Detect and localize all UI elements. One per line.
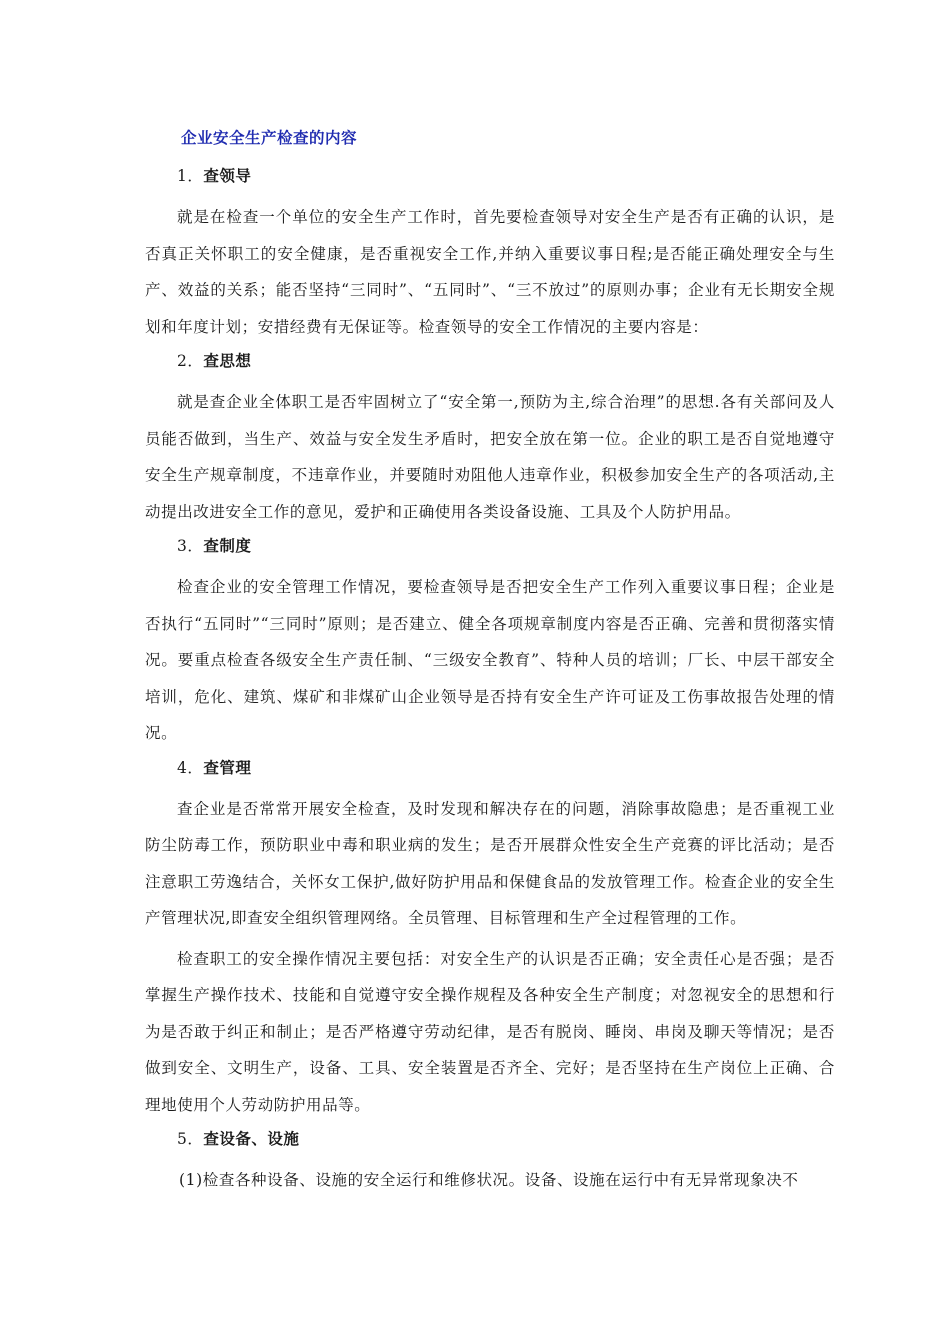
document-title: 企业安全生产检查的内容: [181, 128, 358, 147]
paragraph: 就是在检查一个单位的安全生产工作时，首先要检查领导对安全生产是否有正确的认识，是否真正关怀职工的安全健康，是否重视安全工作,并纳入重要议事日程;是否能正确处理安全与生产、效益的关系；能否坚持“三同时”、“五同时”、“三不放过”的原则办事；企业有无长期安全规划和年度计划；安措经费有无保证等。检查领导的安全工作情况的主要内容是：: [145, 208, 835, 336]
section-heading: [177, 349, 835, 371]
section-3: [145, 534, 835, 752]
paragraph: (1)检查各种设备、设施的安全运行和维修状况。设备、设施在运行中有无异常现象决不: [179, 1171, 799, 1189]
section-number: 4．: [177, 758, 204, 777]
section-heading-text: 查思想: [203, 351, 252, 370]
section-heading: [177, 756, 835, 778]
document-page: [145, 118, 835, 1207]
section-5: [145, 1127, 835, 1199]
paragraph: 就是查企业全体职工是否牢固树立了“安全第一,预防为主,综合治理”的思想.各有关部问及人员能否做到，当生产、效益与安全发生矛盾时，把安全放在第一位。企业的职工是否自觉地遵守安全生产规章制度，不违章作业，并要随时劝阻他人违章作业，积极参加安全生产的各项活动,主动提出改进安全工作的意见，爱护和正确使用各类设备设施、工具及个人防护用品。: [145, 393, 835, 521]
section-number: 2．: [177, 352, 204, 370]
paragraph: 检查企业的安全管理工作情况，要检查领导是否把安全生产工作列入重要议事日程；企业是否执行“五同时”“三同时”原则；是否建立、健全各项规章制度内容是否正确、完善和贯彻落实情况。要重点检查各级安全生产责任制、“三级安全教育”、特种人员的培训；厂长、中层干部安全培训，危化、建筑、煤矿和非煤矿山企业领导是否持有安全生产许可证及工伤事故报告处理的情况。: [145, 578, 835, 742]
section-number: 1．: [177, 167, 204, 185]
section-heading-text: 查管理: [203, 757, 252, 777]
section-heading-text: 查领导: [203, 166, 252, 185]
section-1: [145, 164, 835, 345]
section-heading-text: 查设备、设施: [203, 1129, 300, 1148]
section-heading-text: 查制度: [203, 536, 252, 555]
section-heading: [177, 164, 835, 186]
section-4: [145, 756, 835, 1124]
section-number: 3．: [177, 537, 204, 555]
paragraph: 检查职工的安全操作情况主要包括：对安全生产的认识是否正确；安全责任心是否强；是否掌握生产操作技术、技能和自觉遵守安全操作规程及各种安全生产制度；对忽视安全的思想和行为是否敢于纠正和制止；是否严格遵守劳动纪律，是否有脱岗、睡岗、串岗及聊天等情况；是否做到安全、文明生产，设备、工具、安全装置是否齐全、完好；是否坚持在生产岗位上正确、合理地使用个人劳动防护用品等。: [145, 949, 835, 1114]
section-number: 5．: [177, 1130, 204, 1148]
section-heading: [177, 1127, 835, 1149]
section-2: [145, 349, 835, 530]
paragraph: 查企业是否常常开展安全检查，及时发现和解决存在的问题，消除事故隐患；是否重视工业防尘防毒工作，预防职业中毒和职业病的发生；是否开展群众性安全生产竞赛的评比活动；是否注意职工劳逸结合，关怀女工保护,做好防护用品和保健食品的发放管理工作。检查企业的安全生产管理状况,即查安全组织管理网络。全员管理、目标管理和生产全过程管理的工作。: [145, 799, 835, 927]
section-heading: [177, 534, 835, 556]
